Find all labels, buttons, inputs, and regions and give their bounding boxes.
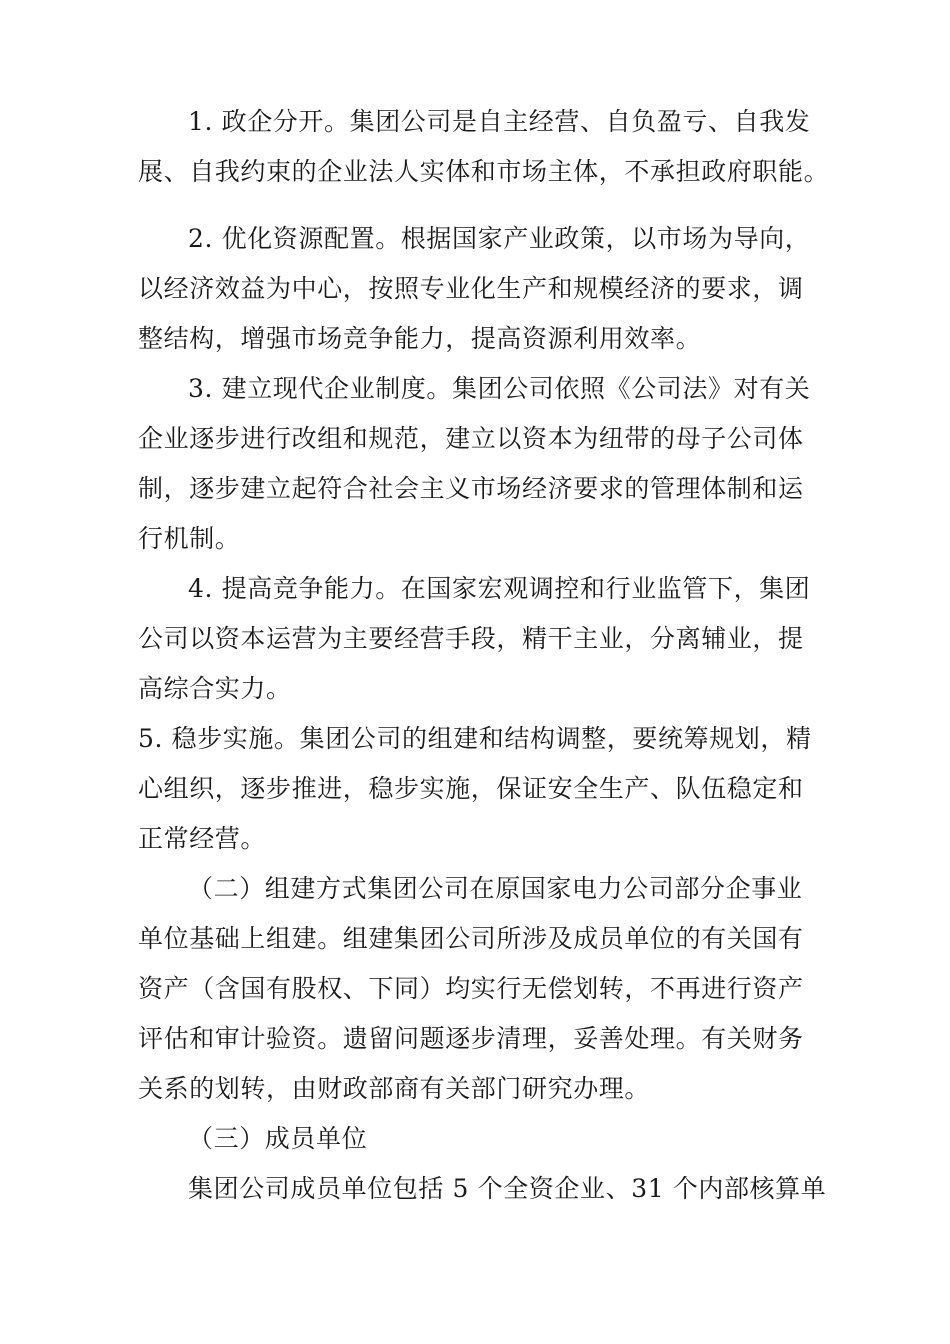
text-line: 4. 提高竞争能力。在国家宏观调控和行业监管下，集团 bbox=[188, 574, 811, 603]
text-line: 公司以资本运营为主要经营手段，精干主业，分离辅业，提 bbox=[138, 624, 804, 653]
text-line: 企业逐步进行改组和规范，建立以资本为纽带的母子公司体 bbox=[138, 424, 804, 453]
text-line: 资产（含国有股权、下同）均实行无偿划转，不再进行资产 bbox=[138, 974, 804, 1003]
text-line: 制，逐步建立起符合社会主义市场经济要求的管理体制和运 bbox=[138, 474, 804, 503]
text-line: 2. 优化资源配置。根据国家产业政策，以市场为导向， bbox=[188, 224, 811, 253]
text-line: 行机制。 bbox=[138, 524, 241, 553]
text-line: 集团公司成员单位包括 5 个全资企业、31 个内部核算单 bbox=[188, 1174, 827, 1203]
text-line: 3. 建立现代企业制度。集团公司依照《公司法》对有关 bbox=[188, 374, 811, 403]
section-heading: （三）成员单位 bbox=[188, 1124, 368, 1153]
text-line: （二）组建方式集团公司在原国家电力公司部分企事业 bbox=[188, 874, 803, 903]
text-line: 高综合实力。 bbox=[138, 674, 292, 703]
text-line: 1. 政企分开。集团公司是自主经营、自负盈亏、自我发 bbox=[188, 107, 811, 136]
text-line: 5. 稳步实施。集团公司的组建和结构调整，要统筹规划，精 bbox=[138, 724, 812, 753]
text-line: 以经济效益为中心，按照专业化生产和规模经济的要求，调 bbox=[138, 274, 804, 303]
text-line: 正常经营。 bbox=[138, 824, 267, 853]
text-line: 评估和审计验资。遗留问题逐步清理，妥善处理。有关财务 bbox=[138, 1024, 804, 1053]
text-line: 展、自我约束的企业法人实体和市场主体，不承担政府职能。 bbox=[138, 157, 830, 186]
text-line: 整结构，增强市场竞争能力，提高资源利用效率。 bbox=[138, 324, 702, 353]
text-line: 单位基础上组建。组建集团公司所涉及成员单位的有关国有 bbox=[138, 924, 804, 953]
text-line: 关系的划转，由财政部商有关部门研究办理。 bbox=[138, 1074, 651, 1103]
text-line: 心组织，逐步推进，稳步实施，保证安全生产、队伍稳定和 bbox=[138, 774, 804, 803]
